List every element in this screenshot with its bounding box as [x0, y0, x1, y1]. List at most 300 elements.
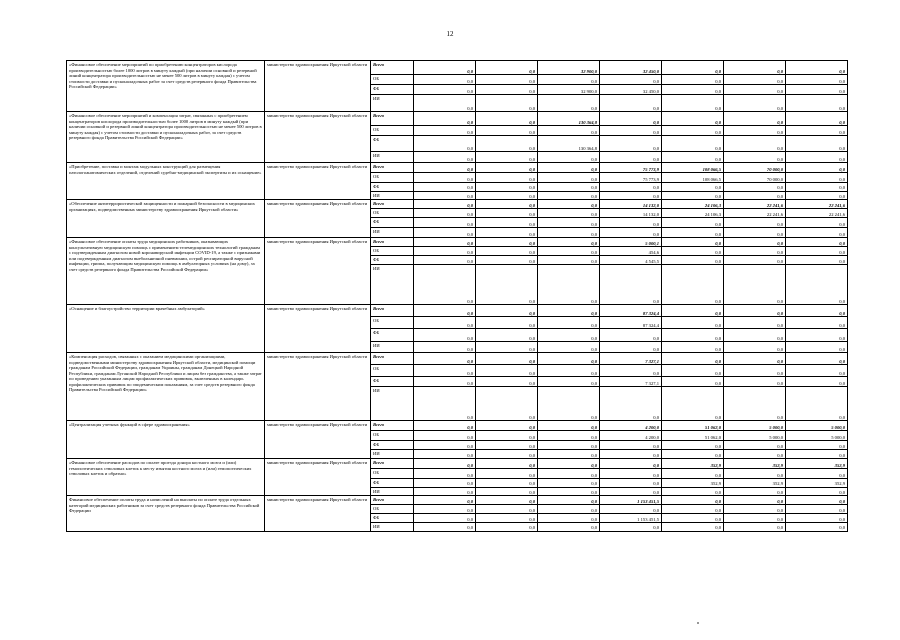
amount-cell: 0,0: [724, 377, 786, 387]
amount-cell: 0,0: [414, 126, 476, 136]
amount-cell: 0,0: [476, 228, 538, 238]
amount-cell: 0,0: [662, 136, 724, 152]
amount-cell: 0,0: [538, 523, 600, 532]
amount-cell: 0,0: [662, 487, 724, 496]
amount-cell: 0,0: [476, 218, 538, 228]
amount-cell: 130 364,8: [538, 136, 600, 152]
amount-cell: 0,0: [786, 365, 848, 377]
amount-cell: 5 000,0: [786, 421, 848, 431]
amount-cell: 0,0: [414, 514, 476, 523]
amount-cell: 0,0: [662, 353, 724, 365]
amount-cell: 0,0: [476, 305, 538, 317]
amount-cell: 0,0: [600, 441, 662, 450]
amount-cell: 0,0: [662, 247, 724, 256]
amount-cell: 70 000,0: [724, 163, 786, 173]
funding-source-label: ФБ: [371, 256, 414, 265]
amount-cell: 0,0: [724, 85, 786, 95]
amount-cell: 0,0: [476, 95, 538, 112]
amount-cell: 0,0: [476, 377, 538, 387]
amount-cell: 0,0: [538, 342, 600, 353]
amount-cell: 0,0: [600, 387, 662, 421]
amount-cell: 0,0: [724, 75, 786, 85]
amount-cell: 0,0: [476, 514, 538, 523]
amount-cell: 108 066,5: [662, 173, 724, 183]
amount-cell: 5 000,1: [600, 238, 662, 247]
amount-cell: 0,0: [724, 353, 786, 365]
amount-cell: 0,0: [662, 265, 724, 305]
amount-cell: 0,0: [414, 450, 476, 459]
funding-source-label: ФБ: [371, 514, 414, 523]
amount-cell: 0,0: [600, 183, 662, 192]
amount-cell: 24 106,3: [662, 200, 724, 209]
amount-cell: 0,0: [786, 183, 848, 192]
amount-cell: 0,0: [538, 329, 600, 342]
amount-cell: 1 153 451,5: [600, 514, 662, 523]
amount-cell: 0,0: [476, 459, 538, 469]
amount-cell: 0,0: [538, 152, 600, 163]
amount-cell: 22 241,6: [786, 209, 848, 218]
amount-cell: 5 000,0: [724, 421, 786, 431]
amount-cell: 0,0: [476, 163, 538, 173]
funding-source-label: ОБ: [371, 505, 414, 514]
amount-cell: 0,0: [476, 209, 538, 218]
amount-cell: 0,0: [538, 265, 600, 305]
amount-cell: 0,0: [538, 431, 600, 441]
activity-description: «Финансовое обеспечение расходов по оплате проезда донора костного мозга и (или) гемопоэтических стволовых клеток к месту изъятия костного мозга и (или) гемопоэтических стволовых клеток и обратно»: [67, 459, 265, 496]
funding-source-label: ФБ: [371, 479, 414, 488]
amount-cell: 0,0: [414, 421, 476, 431]
amount-cell: 0,0: [724, 256, 786, 265]
amount-cell: 0,0: [538, 387, 600, 421]
funding-source-label: ФБ: [371, 85, 414, 95]
amount-cell: 352,9: [662, 479, 724, 488]
funding-source-label: ИИ: [371, 228, 414, 238]
amount-cell: 0,0: [662, 152, 724, 163]
amount-cell: 0,0: [786, 61, 848, 75]
executor-cell: министерство здравоохранения Иркутской области: [265, 421, 371, 459]
executor-cell: министерство здравоохранения Иркутской области: [265, 163, 371, 200]
funding-source-label: Всего: [371, 353, 414, 365]
amount-cell: 0,0: [476, 256, 538, 265]
amount-cell: 0,0: [476, 496, 538, 505]
activity-description: «Финансовое обеспечение мероприятий и компенсация затрат, связанных с приобретением концентраторов кислорода производительностью более 1000 литров в минуту каждый (при наличии основной и резервной линий концентратора производительностью не менее 500 литров в минуту каждая) с учетом стоимости доставки и пусконаладочных работ, за счет средств резервного фонда Правительства Российской Федерации»: [67, 112, 265, 163]
amount-cell: 0,0: [476, 85, 538, 95]
amount-cell: 0,0: [476, 136, 538, 152]
amount-cell: 0,0: [786, 191, 848, 200]
amount-cell: 0,0: [786, 218, 848, 228]
amount-cell: 0,0: [414, 469, 476, 479]
amount-cell: 352,9: [724, 459, 786, 469]
amount-cell: 0,0: [538, 450, 600, 459]
amount-cell: 0,0: [476, 112, 538, 126]
amount-cell: 0,0: [786, 441, 848, 450]
amount-cell: 0,0: [724, 469, 786, 479]
amount-cell: 0,0: [476, 329, 538, 342]
amount-cell: 75 773,9: [600, 173, 662, 183]
funding-source-label: Всего: [371, 305, 414, 317]
amount-cell: 0,0: [600, 228, 662, 238]
amount-cell: 0,0: [662, 523, 724, 532]
amount-cell: 22 241,6: [724, 200, 786, 209]
funding-source-label: ФБ: [371, 136, 414, 152]
amount-cell: 0,0: [662, 441, 724, 450]
amount-cell: 0,0: [414, 136, 476, 152]
amount-cell: 352,9: [786, 479, 848, 488]
amount-cell: 0,0: [662, 496, 724, 505]
amount-cell: 0,0: [476, 431, 538, 441]
amount-cell: 0,0: [724, 191, 786, 200]
amount-cell: 0,0: [476, 421, 538, 431]
amount-cell: 0,0: [724, 265, 786, 305]
amount-cell: 0,0: [724, 61, 786, 75]
amount-cell: 0,0: [600, 218, 662, 228]
amount-cell: 0,0: [662, 238, 724, 247]
amount-cell: 0,0: [538, 459, 600, 469]
funding-source-label: Всего: [371, 200, 414, 209]
amount-cell: 0,0: [786, 317, 848, 329]
amount-cell: 0,0: [724, 136, 786, 152]
amount-cell: 0,0: [786, 487, 848, 496]
amount-cell: 0,0: [476, 469, 538, 479]
amount-cell: 0,0: [662, 85, 724, 95]
amount-cell: 0,0: [414, 112, 476, 126]
amount-cell: 0,0: [786, 75, 848, 85]
executor-cell: министерство здравоохранения Иркутской области: [265, 496, 371, 532]
table-row-total: [67, 421, 848, 431]
amount-cell: 0,0: [600, 112, 662, 126]
amount-cell: 0,0: [538, 365, 600, 377]
amount-cell: 0,0: [786, 450, 848, 459]
amount-cell: 0,0: [538, 305, 600, 317]
funding-source-label: Всего: [371, 459, 414, 469]
amount-cell: 7 327,1: [600, 353, 662, 365]
amount-cell: 0,0: [662, 450, 724, 459]
amount-cell: 0,0: [724, 523, 786, 532]
amount-cell: 0,0: [600, 75, 662, 85]
amount-cell: 0,0: [414, 85, 476, 95]
amount-cell: 0,0: [538, 173, 600, 183]
table-row-total: [67, 163, 848, 173]
funding-source-label: ИИ: [371, 265, 414, 305]
amount-cell: 0,0: [476, 317, 538, 329]
table-row-total: [67, 238, 848, 247]
amount-cell: 0,0: [414, 305, 476, 317]
funding-source-label: ОБ: [371, 365, 414, 377]
funding-source-label: ИИ: [371, 342, 414, 353]
amount-cell: 0,0: [414, 247, 476, 256]
amount-cell: 0,0: [786, 329, 848, 342]
amount-cell: 0,0: [786, 228, 848, 238]
amount-cell: 14 132,0: [600, 209, 662, 218]
amount-cell: 0,0: [786, 387, 848, 421]
amount-cell: 0,0: [538, 163, 600, 173]
amount-cell: 0,0: [538, 421, 600, 431]
amount-cell: 32 900,0: [538, 61, 600, 75]
funding-source-label: ИИ: [371, 387, 414, 421]
amount-cell: 0,0: [724, 450, 786, 459]
amount-cell: 32 450,0: [600, 85, 662, 95]
amount-cell: 0,0: [414, 523, 476, 532]
activity-description: «Приобретение, поставка и монтаж модульных конструкций для размещения патологоанатомических отделений, отделений судебно-медицинской экспертизы и их оснащение»: [67, 163, 265, 200]
amount-cell: 0,0: [724, 342, 786, 353]
amount-cell: 32 450,0: [600, 61, 662, 75]
amount-cell: 0,0: [662, 317, 724, 329]
amount-cell: 0,0: [476, 523, 538, 532]
amount-cell: 0,0: [786, 353, 848, 365]
amount-cell: 0,0: [786, 469, 848, 479]
funding-source-label: ИИ: [371, 523, 414, 532]
amount-cell: 0,0: [724, 514, 786, 523]
amount-cell: 0,0: [662, 387, 724, 421]
amount-cell: 0,0: [414, 365, 476, 377]
amount-cell: 0,0: [662, 256, 724, 265]
amount-cell: 4 545,5: [600, 256, 662, 265]
table-row-total: [67, 61, 848, 75]
amount-cell: 0,0: [414, 173, 476, 183]
amount-cell: 0,0: [724, 305, 786, 317]
table-row-total: [67, 459, 848, 469]
amount-cell: 0,0: [662, 191, 724, 200]
amount-cell: 0,0: [414, 505, 476, 514]
amount-cell: 0,0: [662, 514, 724, 523]
amount-cell: 0,0: [786, 496, 848, 505]
amount-cell: 0,0: [724, 183, 786, 192]
amount-cell: 0,0: [538, 441, 600, 450]
amount-cell: 0,0: [476, 126, 538, 136]
funding-source-label: ОБ: [371, 75, 414, 85]
amount-cell: 1 153 451,5: [600, 496, 662, 505]
amount-cell: 0,0: [786, 173, 848, 183]
funding-source-label: Всего: [371, 496, 414, 505]
page-number: 12: [446, 30, 454, 38]
amount-cell: 24 106,3: [662, 209, 724, 218]
activity-description: «Финансовое обеспечение оплаты труда медицинских работников, оказывающих консультативную медицинскую помощь с применением телемедицинских технологий гражданам с подтвержденным диагнозом новой коронавирусной инфекции COVID-19, а также с признаками или подтвержденным диагнозом внебольничной пневмонии, острой респираторной вирусной инфекции, гриппа, получающим медицинскую помощь в амбулаторных условиях (на дому), за счет средств резервного фонда Правительства Российской Федерации»: [67, 238, 265, 305]
amount-cell: 0,0: [476, 353, 538, 365]
amount-cell: 0,0: [600, 342, 662, 353]
amount-cell: 0,0: [724, 152, 786, 163]
funding-source-label: ОБ: [371, 173, 414, 183]
amount-cell: 0,0: [414, 487, 476, 496]
amount-cell: 0,0: [724, 218, 786, 228]
funding-source-label: ФБ: [371, 329, 414, 342]
amount-cell: 0,0: [724, 365, 786, 377]
activity-description: «Централизация учетных функций в сфере здравоохранения»: [67, 421, 265, 459]
funding-source-label: ОБ: [371, 209, 414, 218]
amount-cell: 0,0: [724, 317, 786, 329]
amount-cell: 0,0: [476, 75, 538, 85]
amount-cell: 0,0: [414, 496, 476, 505]
amount-cell: 0,0: [786, 505, 848, 514]
amount-cell: 70 000,0: [724, 173, 786, 183]
amount-cell: 0,0: [538, 479, 600, 488]
funding-source-label: ОБ: [371, 126, 414, 136]
amount-cell: 0,0: [600, 487, 662, 496]
amount-cell: 0,0: [476, 265, 538, 305]
amount-cell: 22 241,6: [786, 200, 848, 209]
amount-cell: 0,0: [538, 505, 600, 514]
amount-cell: 0,0: [600, 459, 662, 469]
amount-cell: 0,0: [476, 173, 538, 183]
funding-source-label: ФБ: [371, 183, 414, 192]
funding-source-label: ИИ: [371, 450, 414, 459]
amount-cell: 0,0: [724, 441, 786, 450]
amount-cell: 0,0: [476, 450, 538, 459]
amount-cell: 0,0: [538, 95, 600, 112]
amount-cell: 0,0: [476, 441, 538, 450]
amount-cell: 0,0: [786, 342, 848, 353]
amount-cell: 87 324,4: [600, 317, 662, 329]
amount-cell: 0,0: [538, 191, 600, 200]
activity-description: «Финансовое обеспечение мероприятий по приобретению концентраторов кислорода производительностью более 1000 литров в минуту каждый (при наличии основной и резервной линий концентратора производительностью не менее 500 литров в минуту каждая) с учетом стоимости доставки и пусконаладочных работ за счет средств резервного фонда Правительства Российской Федерации»: [67, 61, 265, 112]
amount-cell: 0,0: [538, 238, 600, 247]
amount-cell: 0,0: [786, 85, 848, 95]
amount-cell: 0,0: [600, 152, 662, 163]
amount-cell: 0,0: [538, 126, 600, 136]
amount-cell: 22 241,6: [724, 209, 786, 218]
amount-cell: 0,0: [414, 228, 476, 238]
amount-cell: 0,0: [786, 163, 848, 173]
amount-cell: 0,0: [414, 329, 476, 342]
funding-source-label: ОБ: [371, 431, 414, 441]
amount-cell: 0,0: [538, 183, 600, 192]
amount-cell: 0,0: [476, 479, 538, 488]
amount-cell: 75 773,9: [600, 163, 662, 173]
amount-cell: 0,0: [724, 95, 786, 112]
amount-cell: 0,0: [786, 95, 848, 112]
amount-cell: 130 364,8: [538, 112, 600, 126]
amount-cell: 0,0: [538, 200, 600, 209]
amount-cell: 0,0: [786, 126, 848, 136]
amount-cell: 0,0: [662, 112, 724, 126]
amount-cell: 0,0: [414, 317, 476, 329]
amount-cell: 0,0: [414, 200, 476, 209]
amount-cell: 0,0: [476, 505, 538, 514]
amount-cell: 0,0: [724, 487, 786, 496]
amount-cell: 0,0: [662, 126, 724, 136]
amount-cell: 0,0: [600, 329, 662, 342]
amount-cell: 0,0: [414, 387, 476, 421]
amount-cell: 0,0: [538, 377, 600, 387]
amount-cell: 0,0: [786, 514, 848, 523]
amount-cell: 0,0: [662, 61, 724, 75]
amount-cell: 0,0: [662, 365, 724, 377]
amount-cell: 0,0: [600, 191, 662, 200]
amount-cell: 4 200,0: [600, 431, 662, 441]
executor-cell: министерство здравоохранения Иркутской области: [265, 305, 371, 353]
funding-source-label: Всего: [371, 112, 414, 126]
amount-cell: 0,0: [538, 317, 600, 329]
amount-cell: 0,0: [724, 112, 786, 126]
amount-cell: 0,0: [414, 265, 476, 305]
amount-cell: 352,9: [662, 459, 724, 469]
amount-cell: 0,0: [786, 256, 848, 265]
amount-cell: 0,0: [476, 238, 538, 247]
amount-cell: 0,0: [662, 469, 724, 479]
table-row-total: [67, 305, 848, 317]
amount-cell: 0,0: [724, 387, 786, 421]
amount-cell: 0,0: [538, 75, 600, 85]
table-row-total: [67, 353, 848, 365]
amount-cell: 0,0: [600, 469, 662, 479]
amount-cell: 51 062,0: [662, 431, 724, 441]
amount-cell: 0,0: [538, 496, 600, 505]
amount-cell: 0,0: [724, 126, 786, 136]
amount-cell: 0,0: [662, 228, 724, 238]
amount-cell: 0,0: [414, 256, 476, 265]
executor-cell: министерство здравоохранения Иркутской области: [265, 353, 371, 421]
amount-cell: 0,0: [414, 209, 476, 218]
amount-cell: 0,0: [538, 228, 600, 238]
funding-source-label: Всего: [371, 421, 414, 431]
table-row-total: [67, 112, 848, 126]
amount-cell: 0,0: [414, 163, 476, 173]
amount-cell: 0,0: [786, 112, 848, 126]
amount-cell: 0,0: [414, 218, 476, 228]
amount-cell: 0,0: [414, 459, 476, 469]
amount-cell: 0,0: [414, 238, 476, 247]
amount-cell: 0,0: [414, 75, 476, 85]
amount-cell: 0,0: [476, 487, 538, 496]
funding-source-label: ФБ: [371, 441, 414, 450]
amount-cell: 0,0: [538, 487, 600, 496]
amount-cell: 0,0: [724, 238, 786, 247]
amount-cell: 14 132,0: [600, 200, 662, 209]
amount-cell: 0,0: [724, 496, 786, 505]
amount-cell: 0,0: [600, 479, 662, 488]
amount-cell: 0,0: [414, 61, 476, 75]
funding-source-label: ФБ: [371, 218, 414, 228]
budget-table: [66, 60, 848, 532]
amount-cell: 0,0: [724, 247, 786, 256]
amount-cell: 0,0: [786, 265, 848, 305]
amount-cell: 0,0: [538, 209, 600, 218]
amount-cell: 0,0: [414, 431, 476, 441]
amount-cell: 0,0: [786, 238, 848, 247]
amount-cell: 0,0: [476, 247, 538, 256]
table-row-total: [67, 200, 848, 209]
funding-source-label: ИИ: [371, 152, 414, 163]
amount-cell: 0,0: [662, 218, 724, 228]
amount-cell: 0,0: [724, 329, 786, 342]
amount-cell: 0,0: [414, 479, 476, 488]
amount-cell: 0,0: [600, 265, 662, 305]
amount-cell: 0,0: [476, 365, 538, 377]
amount-cell: 0,0: [600, 365, 662, 377]
funding-source-label: ОБ: [371, 469, 414, 479]
executor-cell: министерство здравоохранения Иркутской области: [265, 112, 371, 163]
amount-cell: 51 062,0: [662, 421, 724, 431]
activity-description: «Обеспечение антитеррористической защищенности и пожарной безопасности в медицинских организациях, подведомственных министерству здравоохранения Иркутской области»: [67, 200, 265, 238]
amount-cell: 0,0: [476, 191, 538, 200]
amount-cell: 0,0: [786, 377, 848, 387]
amount-cell: 352,9: [724, 479, 786, 488]
funding-source-label: Всего: [371, 163, 414, 173]
amount-cell: 32 900,0: [538, 85, 600, 95]
amount-cell: 0,0: [476, 387, 538, 421]
funding-source-label: ФБ: [371, 377, 414, 387]
amount-cell: 0,0: [414, 377, 476, 387]
amount-cell: 0,0: [662, 342, 724, 353]
amount-cell: 0,0: [662, 183, 724, 192]
amount-cell: 0,0: [662, 75, 724, 85]
amount-cell: 0,0: [786, 523, 848, 532]
amount-cell: 0,0: [600, 450, 662, 459]
scan-speck: [697, 622, 699, 624]
amount-cell: 0,0: [414, 183, 476, 192]
amount-cell: 7 327,1: [600, 377, 662, 387]
funding-source-label: Всего: [371, 238, 414, 247]
amount-cell: 4 200,0: [600, 421, 662, 431]
